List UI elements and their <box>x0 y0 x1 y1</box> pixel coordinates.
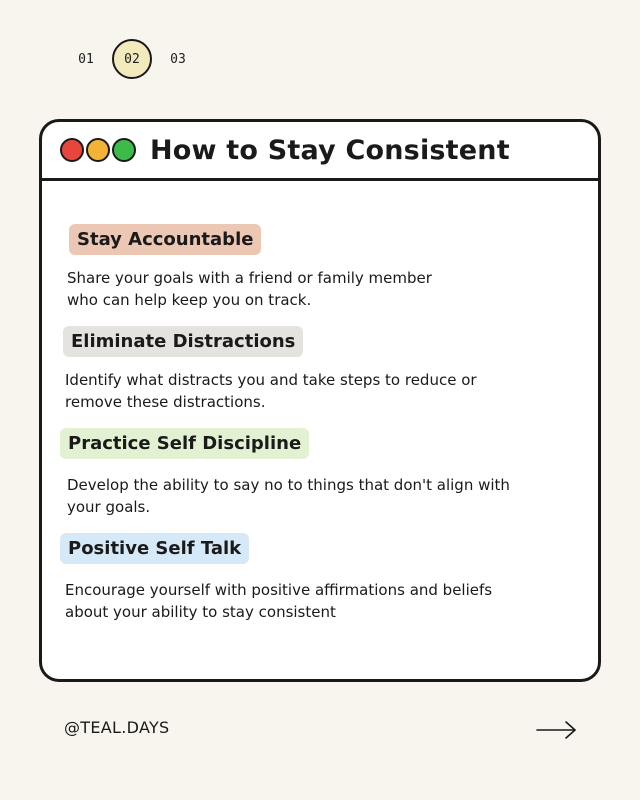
tips-card <box>39 119 601 682</box>
tip-body-line: who can help keep you on track. <box>67 291 312 309</box>
yellow-dot-icon <box>86 138 110 162</box>
tip-body-practice-self-discipline <box>67 474 567 518</box>
tip-heading-positive-self-talk: Positive Self Talk <box>60 533 249 564</box>
author-handle: @TEAL.DAYS <box>64 718 170 737</box>
tip-body-eliminate-distractions <box>65 369 565 413</box>
tip-heading-practice-self-discipline: Practice Self Discipline <box>60 428 309 459</box>
page-number-3[interactable]: 03 <box>170 51 186 67</box>
tip-body-line: your goals. <box>67 498 151 516</box>
page-number-2-active[interactable]: 02 <box>112 39 152 79</box>
green-dot-icon <box>112 138 136 162</box>
red-dot-icon <box>60 138 84 162</box>
tip-body-line: Share your goals with a friend or family member <box>67 269 432 287</box>
page-number-1[interactable]: 01 <box>78 51 94 67</box>
window-controls <box>60 138 138 162</box>
card-title: How to Stay Consistent <box>150 134 510 166</box>
tip-body-line: Develop the ability to say no to things that don't align with <box>67 476 510 494</box>
arrow-right-icon[interactable] <box>535 718 579 742</box>
tip-body-line: about your ability to stay consistent <box>65 603 336 621</box>
tip-body-stay-accountable <box>67 267 567 311</box>
tip-body-line: remove these distractions. <box>65 393 266 411</box>
tip-body-line: Identify what distracts you and take steps to reduce or <box>65 371 477 389</box>
tip-heading-eliminate-distractions: Eliminate Distractions <box>63 326 303 357</box>
page-indicator <box>66 38 204 80</box>
tip-heading-stay-accountable: Stay Accountable <box>69 224 261 255</box>
card-title-bar <box>42 122 598 181</box>
tip-body-positive-self-talk <box>65 579 565 623</box>
tip-body-line: Encourage yourself with positive affirmations and beliefs <box>65 581 493 599</box>
